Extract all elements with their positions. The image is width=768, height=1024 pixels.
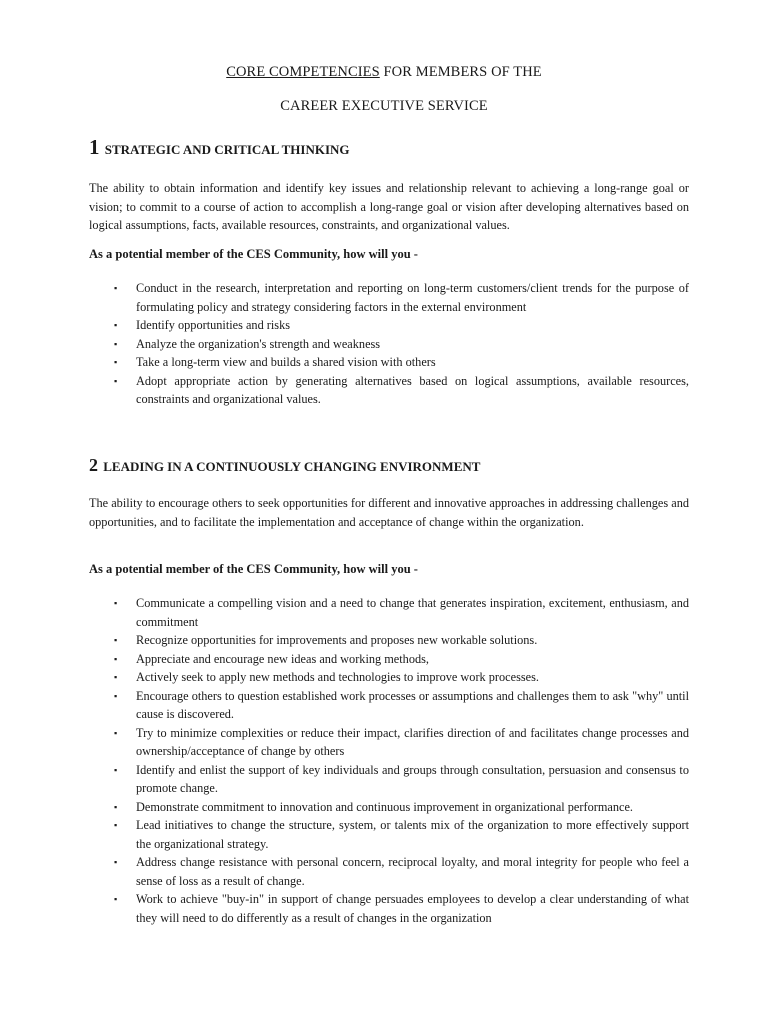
bullet-text: Address change resistance with personal concern, reciprocal loyalty, and moral integrity for people who feel a sense of loss as a result of change.: [136, 855, 689, 888]
section-2-number: 2: [89, 455, 98, 475]
title-rest-text: FOR MEMBERS OF THE: [379, 64, 542, 80]
bullet-text: Work to achieve "buy-in" in support of change persuades employees to develop a clear understanding of what they will need to do differently as a result of changes in the organization: [136, 892, 689, 925]
bullet-text: Identify and enlist the support of key individuals and groups through consultation, persuasion and consensus to promote change.: [136, 762, 689, 795]
bullet-item: [112, 853, 689, 890]
section-2-heading: [89, 455, 480, 476]
bullet-text: Encourage others to question established work processes or assumptions and challenges them to ask "why" until cause is discovered.: [136, 688, 689, 721]
bullet-text: Try to minimize complexities or reduce their impact, clarifies direction of and facilitates change processes and ownership/acceptance of change by others: [136, 725, 689, 758]
bullet-item: [112, 798, 689, 817]
bullet-square-icon: ▪: [114, 857, 118, 867]
bullet-text: Recognize opportunities for improvements and proposes new workable solutions.: [136, 633, 538, 647]
bullet-text: Actively seek to apply new methods and technologies to improve work processes.: [136, 670, 539, 684]
bullet-square-icon: ▪: [114, 283, 118, 293]
bullet-square-icon: ▪: [114, 338, 118, 349]
bullet-item: [112, 353, 689, 372]
bullet-text: Communicate a compelling vision and a need to change that generates inspiration, excitement, enthusiasm, and commitment: [136, 596, 689, 629]
bullet-item: [112, 687, 689, 724]
section-1-prompt: As a potential member of the CES Community, how will you -: [89, 247, 418, 261]
section-2-prompt: As a potential member of the CES Community, how will you -: [89, 562, 418, 576]
bullet-text: Demonstrate commitment to innovation and continuous improvement in organizational performance.: [136, 799, 633, 814]
document-title-line-2: CAREER EXECUTIVE SERVICE: [280, 98, 488, 114]
bullet-item: [112, 890, 689, 927]
bullet-square-icon: ▪: [114, 764, 118, 775]
section-1-heading: [89, 135, 350, 160]
title-underlined-text: CORE COMPETENCIES: [226, 64, 380, 80]
bullet-item: [112, 650, 689, 669]
section-2-title: LEADING IN A CONTINUOUSLY CHANGING ENVIRONMENT: [103, 459, 481, 474]
bullet-item: [112, 335, 689, 354]
bullet-item: [112, 724, 689, 761]
bullet-square-icon: ▪: [114, 672, 118, 682]
bullet-item: [112, 816, 689, 853]
bullet-text: Identify opportunities and risks: [136, 318, 291, 332]
bullet-square-icon: ▪: [114, 635, 118, 645]
bullet-square-icon: ▪: [114, 801, 118, 812]
section-2-description: The ability to encourage others to seek opportunities for different and innovative approaches in addressing challenges and opportunities, and to facilitate the implementation and acceptance of change within the organization.: [89, 496, 689, 529]
bullet-item: [112, 372, 689, 409]
bullet-text: Analyze the organization's strength and weakness: [136, 336, 381, 351]
bullet-item: [112, 594, 689, 631]
bullet-text: Appreciate and encourage new ideas and working methods,: [136, 651, 429, 666]
bullet-square-icon: ▪: [114, 727, 118, 738]
bullet-square-icon: ▪: [114, 820, 118, 830]
section-1-bullet-list: [112, 279, 689, 409]
section-1-number: 1: [89, 135, 100, 159]
section-2-bullet-list: [112, 594, 689, 927]
bullet-text: Lead initiatives to change the structure, system, or talents mix of the organization to more effectively support the organizational strategy.: [136, 818, 689, 851]
bullet-text: Conduct in the research, interpretation and reporting on long-term customers/client trends for the purpose of formulating policy and strategy considering factors in the external environment: [136, 281, 689, 314]
bullet-square-icon: ▪: [114, 894, 118, 904]
bullet-text: Take a long-term view and builds a shared vision with others: [136, 355, 436, 369]
document-title-line-1: [0, 64, 768, 81]
bullet-item: [112, 631, 689, 650]
section-1-description: The ability to obtain information and identify key issues and relationship relevant to achieving a long-range goal or vision; to commit to a course of action to accomplish a long-range goal or vision after developing alternatives based on logical assumptions, facts, available resources, constraints, and organizational values.: [89, 181, 689, 232]
bullet-square-icon: ▪: [114, 357, 118, 367]
bullet-square-icon: ▪: [114, 598, 118, 608]
bullet-item: [112, 316, 689, 335]
bullet-item: [112, 279, 689, 316]
bullet-square-icon: ▪: [114, 653, 118, 664]
bullet-square-icon: ▪: [114, 690, 118, 701]
section-1-title: STRATEGIC AND CRITICAL THINKING: [104, 142, 350, 157]
bullet-text: Adopt appropriate action by generating alternatives based on logical assumptions, available resources, constraints and organizational values.: [136, 373, 689, 406]
bullet-square-icon: ▪: [114, 375, 118, 386]
bullet-item: [112, 668, 689, 687]
bullet-item: [112, 761, 689, 798]
bullet-square-icon: ▪: [114, 320, 118, 330]
